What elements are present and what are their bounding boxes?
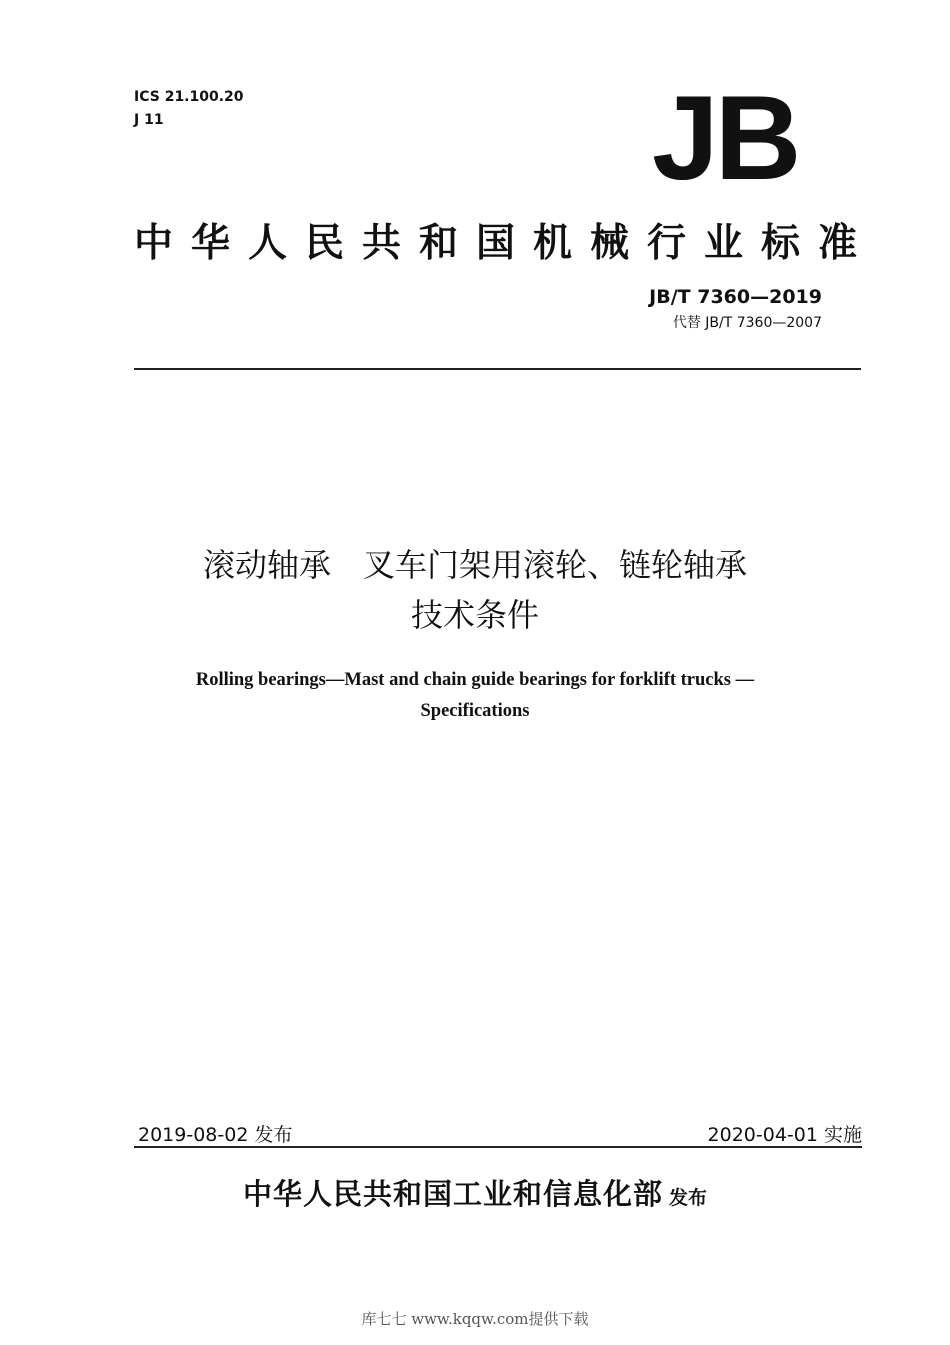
- effective-date: 2020-04-01 实施: [707, 1124, 862, 1146]
- classification-code: J 11: [134, 112, 164, 128]
- title-en-line-2: Specifications: [420, 701, 530, 721]
- footer-divider: [134, 1146, 862, 1148]
- title-cn-line-2: 技术条件: [410, 596, 539, 634]
- title-cn-line-1: 滚动轴承 叉车门架用滚轮、链轮轴承: [202, 546, 747, 584]
- header-divider: [134, 368, 861, 370]
- publisher-name: 中华人民共和国工业和信息化部: [242, 1177, 663, 1211]
- publisher: [0, 1172, 950, 1213]
- ics-code: ICS 21.100.20: [134, 89, 244, 105]
- title-en-line-1: Rolling bearings—Mast and chain guide bearings for forklift trucks —: [195, 670, 755, 690]
- replaces-standard: 代替 JB/T 7360—2007: [672, 315, 822, 331]
- download-watermark: 库七七 www.kqqw.com提供下载: [361, 1310, 589, 1328]
- publisher-suffix: 发布: [669, 1187, 708, 1209]
- issue-date: 2019-08-02 发布: [138, 1124, 293, 1146]
- industry-standard-title: 中华人民共和国机械行业标准: [134, 221, 876, 266]
- standard-number: JB/T 7360—2019: [649, 286, 822, 308]
- jb-logo: JB: [652, 71, 798, 205]
